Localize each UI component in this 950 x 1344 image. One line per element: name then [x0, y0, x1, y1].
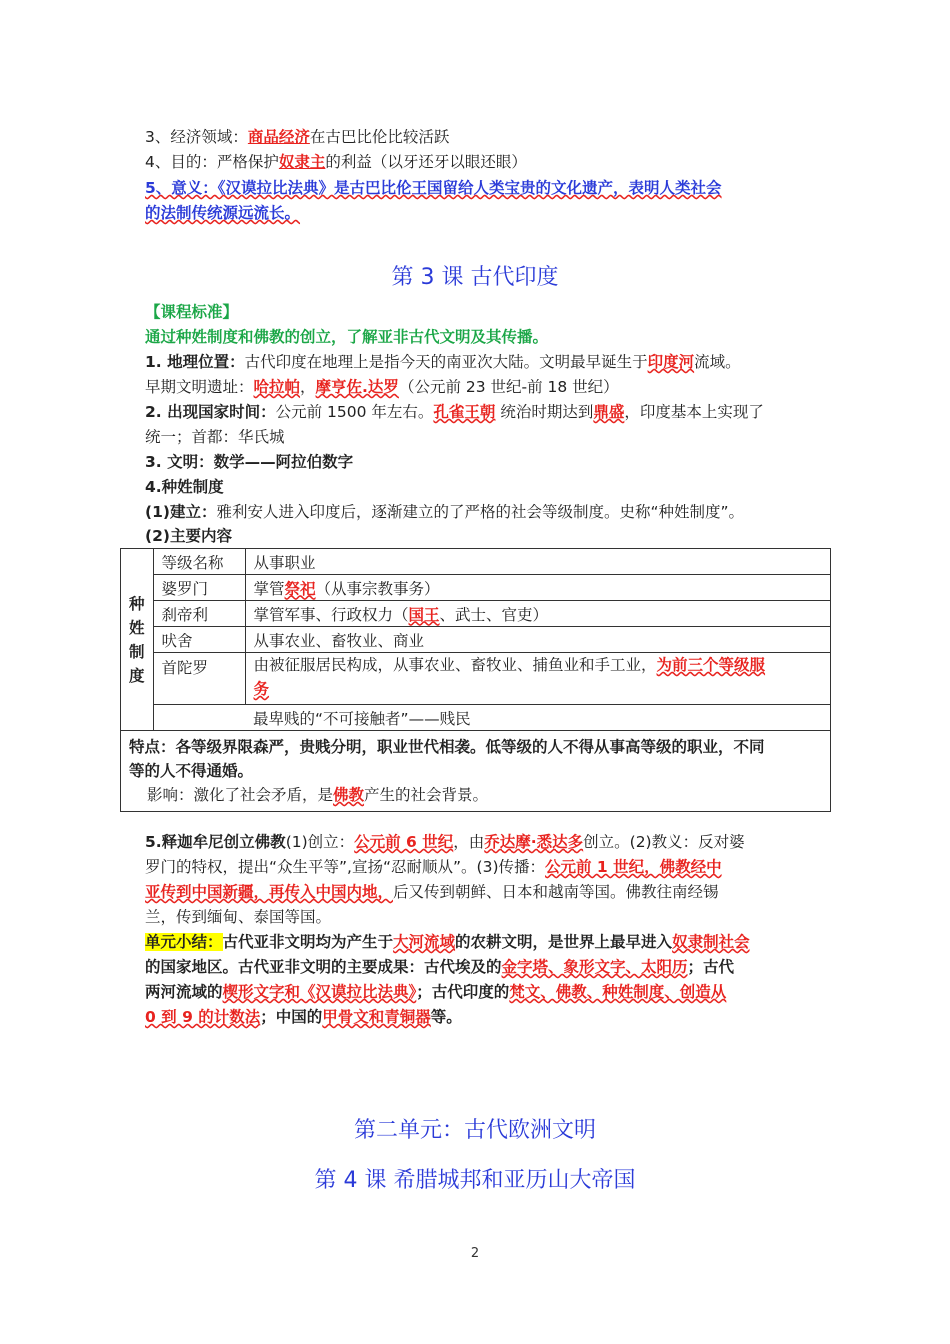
state-formation-line: 2. 出现国家时间：公元前 1500 年左右。孔雀王朝 统治时期达到鼎盛，印度基本上实现了: [145, 403, 764, 421]
rank-kshatriya: 刹帝利: [153, 601, 245, 627]
buddhism-line-4: 兰，传到缅甸、泰国等国。: [145, 908, 332, 926]
occupation-vaishya: 从事农业、畜牧业、商业: [245, 627, 830, 653]
header-occupation: 从事职业: [245, 549, 830, 575]
geography-line: 1. 地理位置：古代印度在地理上是指今天的南亚次大陆。文明最早诞生于印度河流域。: [145, 353, 741, 371]
buddhism-line-3: 亚传到中国新疆，再传入中国内地，后又传到朝鲜、日本和越南等国。佛教往南经锡: [145, 883, 719, 901]
summary-line-4: 0 到 9 的计数法；中国的甲骨文和青铜器等。: [145, 1008, 462, 1026]
unit2-title: 第二单元：古代欧洲文明: [353, 1118, 596, 1143]
table-row: [121, 575, 831, 601]
summary-line-1: 单元小结：古代亚非文明均为产生于大河流域的农耕文明，是世界上最早进入奴隶制社会: [145, 933, 750, 951]
caste-establishment-line: (1)建立：雅利安人进入印度后，逐渐建立的了严格的社会等级制度。史称“种姓制度”。: [145, 503, 745, 521]
occupation-brahmin: 掌管祭祀（从事宗教事务）: [245, 575, 830, 601]
caste-system-label: 种 姓 制 度: [121, 549, 154, 731]
summary-line-3: 两河流域的楔形文字和《汉谟拉比法典》；古代印度的梵文、佛教、种姓制度、创造从: [145, 983, 727, 1001]
caste-content-heading: (2)主要内容: [145, 527, 232, 545]
lesson4-title: 第 4 课 希腊城邦和亚历山大帝国: [314, 1168, 636, 1193]
rank-brahmin: 婆罗门: [153, 575, 245, 601]
civilization-line: 3. 文明：数学——阿拉伯数字: [145, 453, 354, 471]
buddhism-line-1: 5.释迦牟尼创立佛教(1)创立：公元前 6 世纪，由乔达摩·悉达多创立。(2)教义：反对婆: [145, 833, 745, 851]
early-sites-line: 早期文明遗址：哈拉帕，摩亨佐.达罗（公元前 23 世纪-前 18 世纪）: [145, 378, 619, 396]
untouchables: 最卑贱的“不可接触者”——贱民: [245, 705, 830, 731]
occupation-shudra: 由被征服居民构成，从事农业、畜牧业、捕鱼业和手工业，为前三个等级服 务: [245, 653, 830, 705]
feature-cell: 特点：各等级界限森严，贵贱分明，职业世代相袭。低等级的人不得从事高等级的职业，不同 等的人不得通婚。 影响：激化了社会矛盾，是佛教产生的社会背景。: [121, 731, 831, 812]
buddhism-line-2: 罗门的特权，提出“众生平等”,宣扬“忍耐顺从”。(3)传播：公元前 1 世纪，佛教经中: [145, 858, 722, 876]
economy-line: 3、经济领域：商品经济在古巴比伦比较活跃: [145, 128, 450, 146]
significance-line-2: 的法制传统源远流长。: [145, 204, 301, 222]
header-rank-name: 等级名称: [153, 549, 245, 575]
caste-table: [120, 548, 831, 812]
rank-shudra: 首陀罗: [153, 653, 245, 705]
caste-heading: 4.种姓制度: [145, 478, 224, 496]
rank-vaishya: 吠舍: [153, 627, 245, 653]
summary-line-2: 的国家地区。古代亚非文明的主要成果：古代埃及的金字塔、象形文字、太阳历；古代: [145, 958, 735, 976]
purpose-line: 4、目的：严格保护奴隶主的利益（以牙还牙以眼还眼）: [145, 153, 527, 171]
lesson3-title: 第 3 课 古代印度: [391, 265, 559, 290]
table-row: [121, 549, 831, 575]
occupation-kshatriya: 掌管军事、行政权力（国王、武士、官吏）: [245, 601, 830, 627]
table-row: [121, 653, 831, 705]
curriculum-standard-text: 通过种姓制度和佛教的创立，了解亚非古代文明及其传播。: [145, 328, 549, 346]
table-row: [121, 731, 831, 812]
significance-line-1: 5、意义：《汉谟拉比法典》是古巴比伦王国留给人类宝贵的文化遗产，表明人类社会: [145, 179, 722, 197]
table-row: [121, 627, 831, 653]
table-row: [121, 601, 831, 627]
table-row: [121, 705, 831, 731]
curriculum-standard-label: 【课程标准】: [145, 303, 239, 321]
page-number: 2: [470, 1246, 480, 1261]
capital-line: 统一；首都：华氏城: [145, 428, 285, 446]
